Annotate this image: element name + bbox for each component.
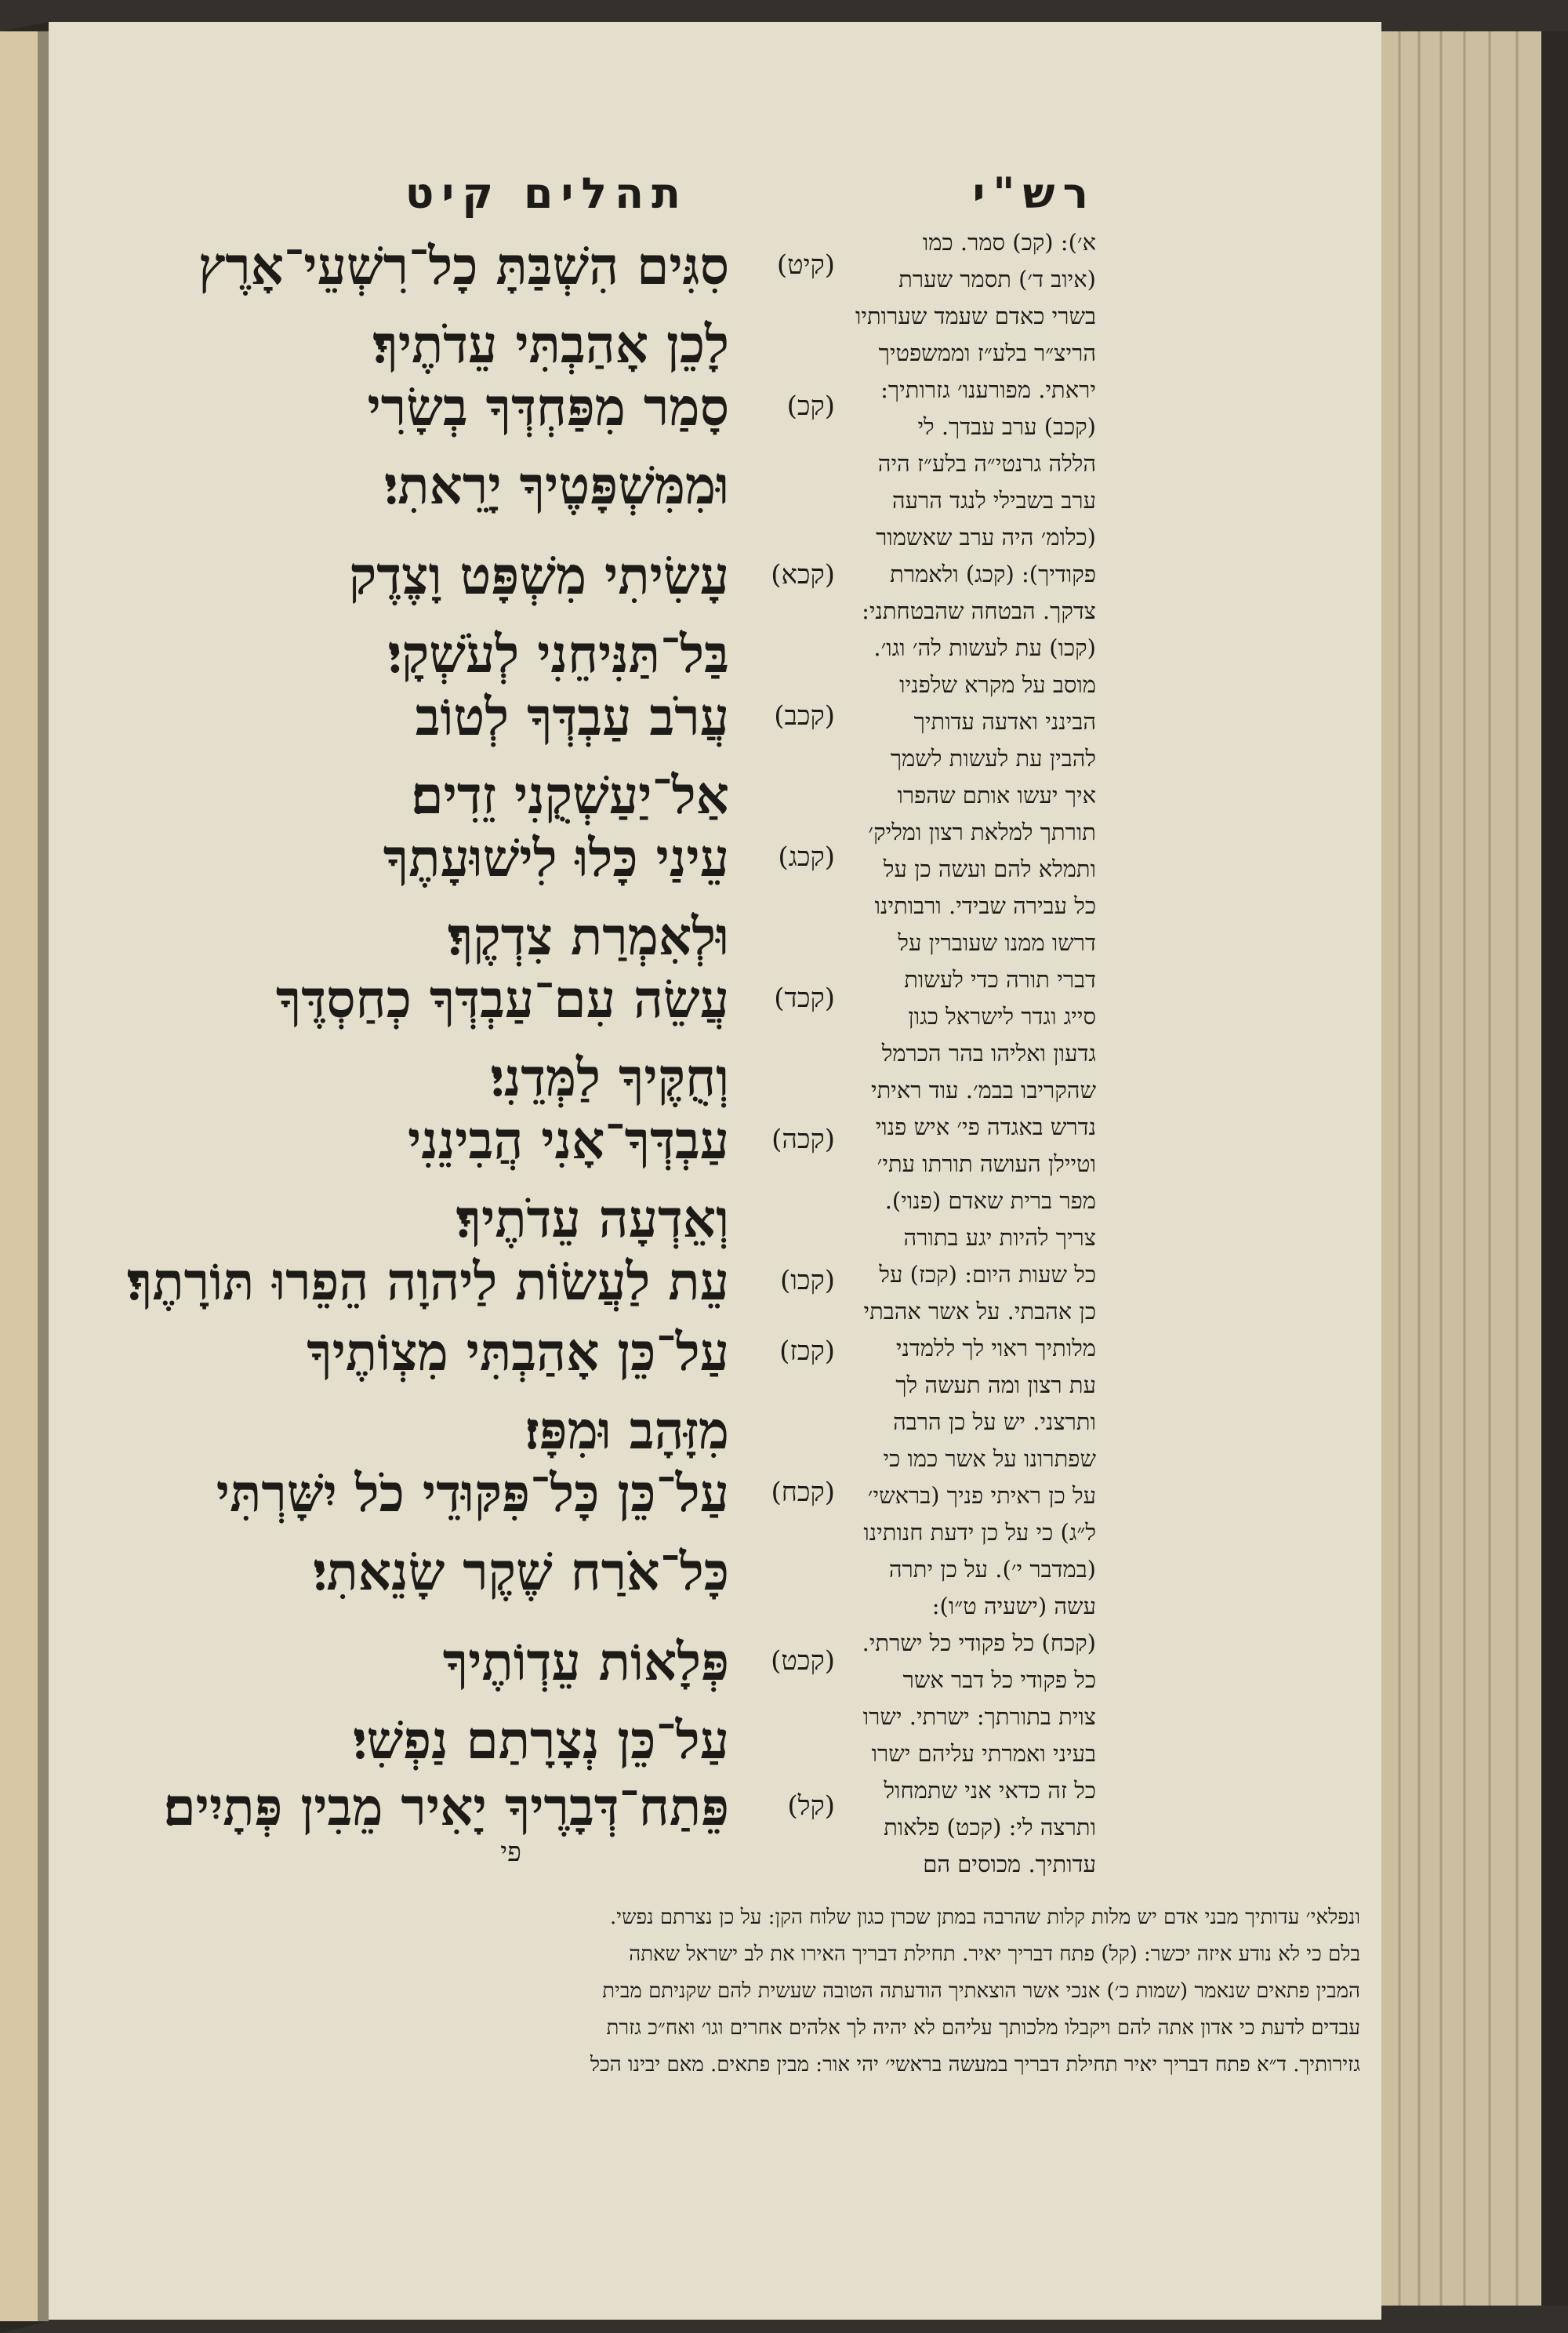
commentary-line: דברי תורה כדי לעשות (904, 966, 1096, 993)
commentary-line: עשה (ישעיה ט״ו): (931, 1593, 1096, 1619)
commentary-line: בעיני ואמרתי עליהם ישרו (871, 1740, 1096, 1767)
footnote-line: ונפלאי׳ עדותיך מבני אדם יש מלות קלות שהרבה במתן שכרן כגון שלוח הקן: על כן נצרתם נפשי. (609, 1906, 1360, 1929)
commentary-line: ערב בשבילי לנגד הרעה (891, 487, 1096, 514)
verse-line: עֵינַי כָּלוּ לִישׁוּעָתֶךָ (383, 827, 729, 889)
verse-line: פְּלָאוֹת עֵדְוֹתֶיךָ (442, 1631, 729, 1692)
commentary-line: כל עבירה שבידי. ורבותינו (874, 892, 1096, 919)
verse-number: (קכח) (771, 1477, 835, 1508)
commentary-line: כל שעות היום: (קכז) על (879, 1261, 1096, 1288)
commentary-line: וטיילן העושה תורתו עתי׳ (877, 1150, 1096, 1177)
verse-line: עַבְדְּךָ־אָנִי הֲבִינֵנִי (407, 1110, 729, 1171)
commentary-line: הריצ״ר בלע״ז וממשפטיך (878, 340, 1096, 366)
verse-line: סִגִּים הִשְׁבַּתָּ כָל־רִשְׁעֵי־אָרֶץ (198, 235, 729, 296)
verse-line: עַל־כֵּן כָּל־פִּקּוּדֵי כֹל יִשָּׁרְתִּי (216, 1463, 729, 1524)
verse-line: עֲרֹב עַבְדְּךָ לְטוֹב (415, 686, 729, 747)
commentary-line: (איוב ד׳) תסמר שערת (898, 266, 1096, 293)
commentary-line: כן אהבתי. על אשר אהבתי (863, 1298, 1096, 1325)
commentary-line: כל זה כדאי אני שתמחול (884, 1777, 1096, 1804)
verse-number: (קכה) (771, 1124, 835, 1155)
commentary-line: ותרצה לי: (קכט) פלאות (884, 1814, 1096, 1841)
footnote-line: המבין פתאים שנאמר (שמות כ׳) אנכי אשר הוצאתיך הודעתה הטובה שעשית להם שקניתם מבית (602, 1979, 1360, 2003)
commentary-line: הללה גרנטי״ה בלע״ז היה (877, 450, 1096, 477)
commentary-line: סייג וגדר לישראל כגון (908, 1003, 1096, 1030)
verse-number: (קכט) (771, 1645, 835, 1677)
commentary-line: (קכח) כל פקודי כל ישרתי. (862, 1630, 1096, 1656)
commentary-line: (במדבר י׳). על כן יתרה (888, 1556, 1096, 1583)
verse-line: עַל־כֵּן נְצָרָתַם נַפְשִׁי׃ (353, 1710, 729, 1771)
commentary-line: ותמלא להם ועשה כן על (883, 856, 1096, 882)
commentary-line: צריך להיות יגע בתורה (903, 1224, 1096, 1251)
verse-line: לָכֵן אָהַבְתִּי עֵדֹתֶיךָ׃ (372, 314, 729, 375)
commentary-line: ל״ג) כי על כן ידעת חנותינו (863, 1519, 1096, 1546)
verse-line: עָשִׂיתִי מִשְׁפָּט וָצֶדֶק (348, 545, 729, 606)
commentary-title: רש"י (972, 169, 1096, 218)
verse-line: וּלְאִמְרַת צִדְקֶךָ׃ (448, 906, 729, 967)
commentary-line: שפתרונו על אשר כמו כי (883, 1445, 1096, 1472)
commentary-line: להבין עת לעשות לשמך (890, 745, 1096, 772)
verse-line: עֵת לַעֲשׂוֹת לַיהוָה הֵפֵרוּ תּוֹרָתֶךָ׃ (127, 1251, 729, 1312)
verse-line: וְחֻקֶּיךָ לַמְּדֵנִי׃ (490, 1047, 729, 1108)
verse-number: (קכד) (774, 983, 835, 1014)
verse-line: וּמִמִּשְׁפָּטֶיךָ יָרֵאתִי׃ (384, 455, 729, 516)
verse-number: (קיט) (776, 249, 835, 281)
page-title: תהלים קיט (405, 169, 688, 218)
footnote-line: עבדים לדעת כי אדון אתה להם ויקבלו מלכותך עליהם לא יהיה לך אלהים אחרים וגו׳ ואח״כ גזרת (606, 2016, 1360, 2040)
commentary-line: מפר ברית שאדם (פנוי). (884, 1187, 1096, 1214)
verse-line: פֵּתַח־דְּבָרֶיךָ יָאִיר מֵבִין פְּתָיִים׃ (163, 1776, 729, 1837)
verse-line: אַל־יַעַשְׁקֻנִי זֵדִים׃ (411, 765, 729, 826)
commentary-line: (קכו) עת לעשות לה׳ וגו׳. (873, 634, 1096, 661)
commentary-line: צדקך. הבטחה שהבטחתני: (862, 598, 1096, 624)
verse-number: (קכז) (779, 1335, 835, 1367)
commentary-line: גדעון ואליהו בהר הכרמל (881, 1040, 1096, 1067)
commentary-line: שהקריבו בבמ׳. עוד ראיתי (870, 1077, 1096, 1103)
verse-number: (קכב) (774, 700, 835, 732)
commentary-line: מוסב על מקרא שלפניו (899, 671, 1096, 698)
commentary-line: מלותיך ראוי לך ללמדני (895, 1335, 1096, 1361)
verse-line: עַל־כֵּן אָהַבְתִּי מִצְוֹתֶיךָ (307, 1321, 729, 1383)
commentary-line: (קכב) ערב עבדך. לי (917, 413, 1096, 440)
commentary-line: כל פקודי כל דבר אשר (902, 1666, 1096, 1693)
commentary-line: יראתי. מפורענו׳ גזרותיך: (880, 376, 1096, 403)
verse-number: (קכג) (778, 841, 835, 873)
commentary-line: ותרצני. יש על כן הרבה (893, 1408, 1096, 1435)
commentary-line: הבינני ואדעה עדותיך (913, 708, 1096, 735)
commentary-line: איך יעשו אותם שהפרו (897, 782, 1096, 809)
catchword: פי (500, 1837, 521, 1868)
verse-line: וְאֵדְעָה עֵדֹתֶיךָ׃ (456, 1188, 729, 1249)
verse-line: בַּל־תַּנִּיחֵנִי לְעֹשְׁקָי׃ (387, 623, 729, 685)
commentary-line: פקודיך): (קכג) ולאמרת (890, 561, 1096, 587)
commentary-line: עדותיך. מכוסים הם (923, 1851, 1096, 1877)
commentary-line: דרשו ממנו שעוברין על (898, 929, 1096, 956)
verse-number: (קכא) (771, 559, 835, 591)
commentary-line: צוית בתורתך: ישרתי. ישרו (862, 1703, 1096, 1730)
commentary-line: עת רצון ומה תעשה לך (895, 1372, 1096, 1398)
verse-line: מִזָּהָב וּמִפָּז׃ (524, 1400, 729, 1461)
verse-line: עֲשֵׂה עִם־עַבְדְּךָ כְחַסְדֶּךָ (275, 968, 729, 1030)
verse-number: (קכ) (786, 391, 835, 422)
verse-line: כָּל־אֹרַח שֶׁקֶר שָׂנֵאתִי׃ (313, 1541, 729, 1602)
commentary-line: (כלומ׳ היה ערב שאשמור (876, 524, 1096, 551)
footnote-line: בלם כי לא נודע איזה יכשר: (קל) פתח דבריך יאיר. תחילת דבריך האירו את לב ישראל שאתה (629, 1942, 1360, 1966)
commentary-line: א׳): (קכ) סמר. כמו (922, 229, 1096, 256)
commentary-line: על כן ראיתי פניך (בראשי׳ (867, 1482, 1096, 1509)
verse-number: (קכו) (779, 1265, 835, 1296)
verse-number: (קל) (787, 1790, 835, 1822)
commentary-line: נדרש באגדה פי׳ איש פנוי (875, 1114, 1096, 1140)
verse-line: סָמַר מִפַּחְדְּךָ בְשָׂרִי (367, 376, 729, 438)
footnote-line: גזירותיך. ד״א פתח דבריך יאיר תחילת דבריך במעשה בראשי׳ יהי אור: מבין פתאים. מאם יבינו הכל (590, 2053, 1360, 2077)
commentary-line: בשרי כאדם שעמד שערותיו (855, 303, 1096, 329)
commentary-line: תורתך למלאת רצון ומליק׳ (868, 819, 1096, 845)
